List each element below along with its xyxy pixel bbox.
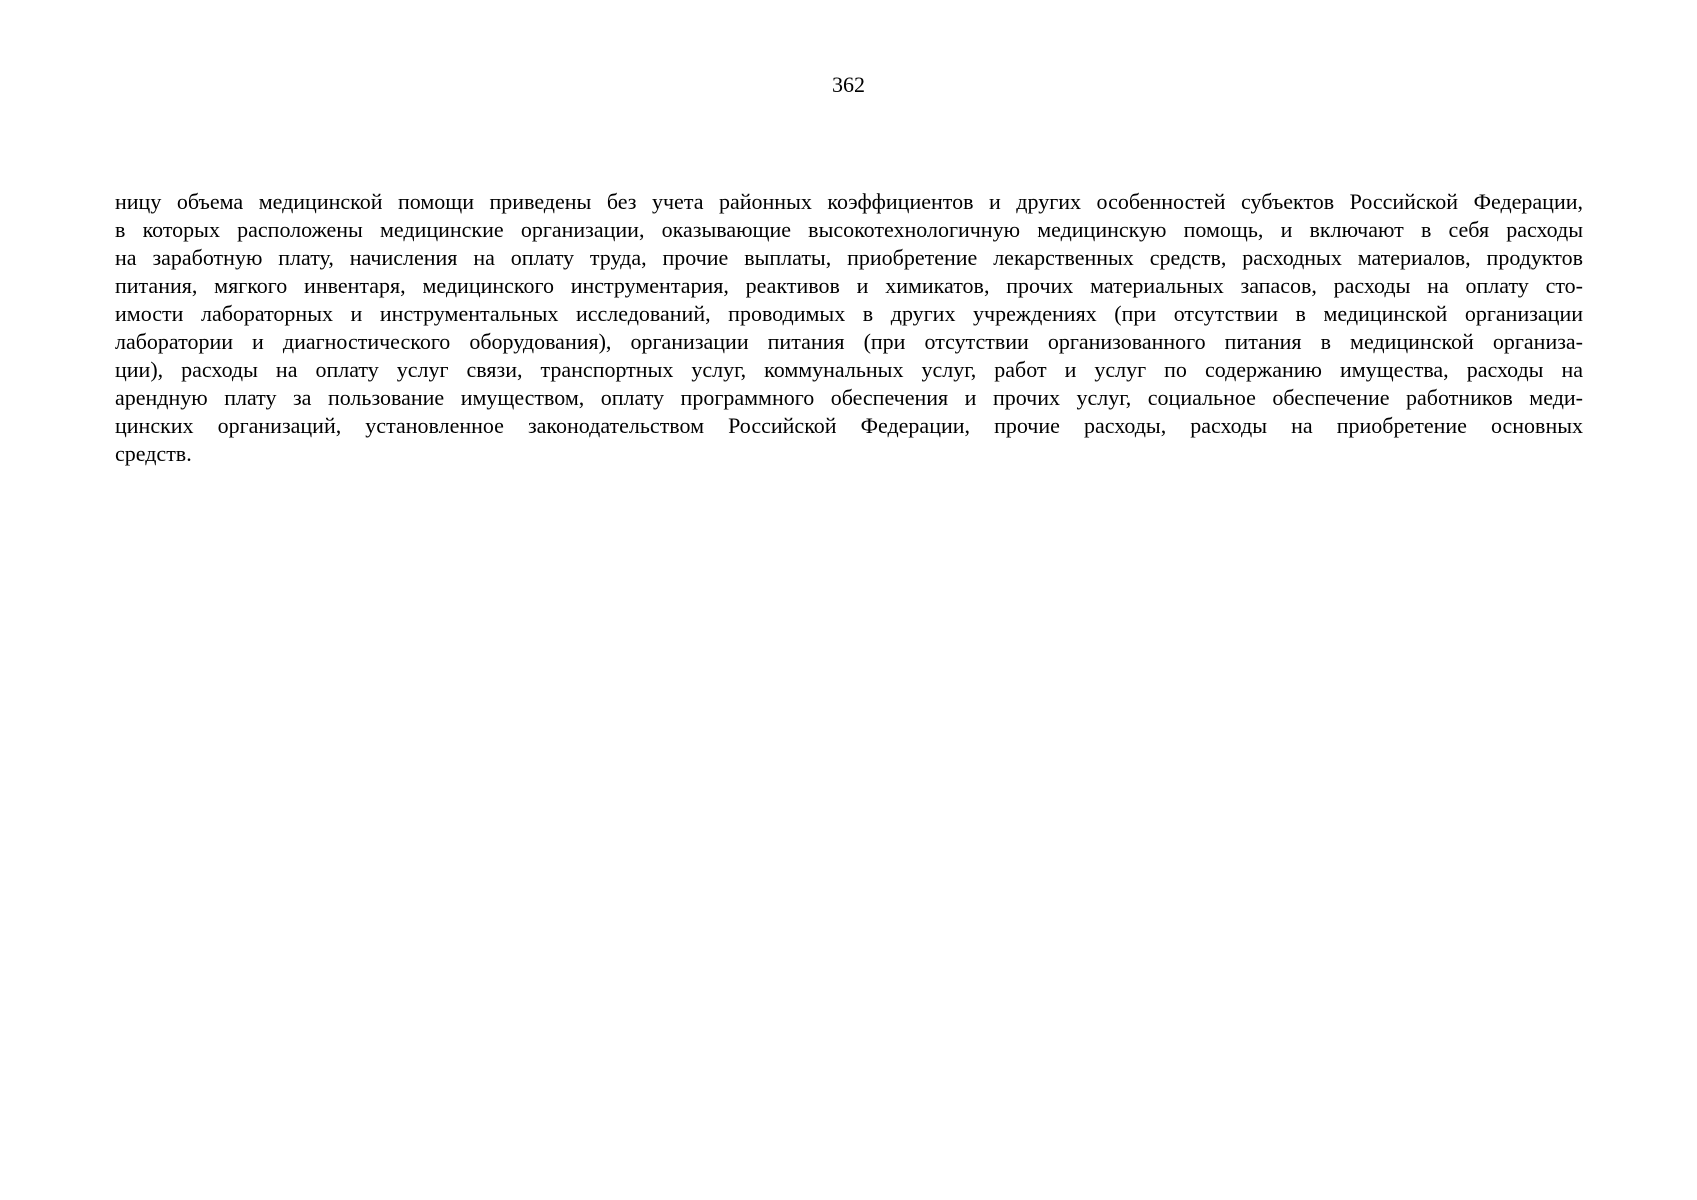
paragraph-line: средств. [115, 441, 192, 466]
paragraph-line: в которых расположены медицинские организации, оказывающие высокотехнологичную медицинскую помощь, и включают в себя расходы [115, 217, 1583, 242]
paragraph-line: питания, мягкого инвентаря, медицинского инструментария, реактивов и химикатов, прочих материальных запасов, расходы на оплату сто- [115, 273, 1583, 298]
paragraph-line: на заработную плату, начисления на оплату труда, прочие выплаты, приобретение лекарственных средств, расходных материалов, продуктов [115, 245, 1583, 270]
paragraph-line: цинских организаций, установленное законодательством Российской Федерации, прочие расходы, расходы на приобретение основных [115, 413, 1583, 438]
page-number: 362 [832, 72, 865, 97]
paragraph-line: ницу объема медицинской помощи приведены без учета районных коэффициентов и других особенностей субъектов Российской Федерации, [115, 189, 1583, 214]
paragraph-line: лаборатории и диагностического оборудования), организации питания (при отсутствии организованного питания в медицинской организа- [115, 329, 1583, 354]
paragraph-line: арендную плату за пользование имуществом, оплату программного обеспечения и прочих услуг, социальное обеспечение работников меди- [115, 385, 1583, 410]
body-paragraph [115, 188, 1583, 468]
paragraph-line: имости лабораторных и инструментальных исследований, проводимых в других учреждениях (при отсутствии в медицинской организации [115, 301, 1583, 326]
paragraph-line: ции), расходы на оплату услуг связи, транспортных услуг, коммунальных услуг, работ и услуг по содержанию имущества, расходы на [115, 357, 1583, 382]
